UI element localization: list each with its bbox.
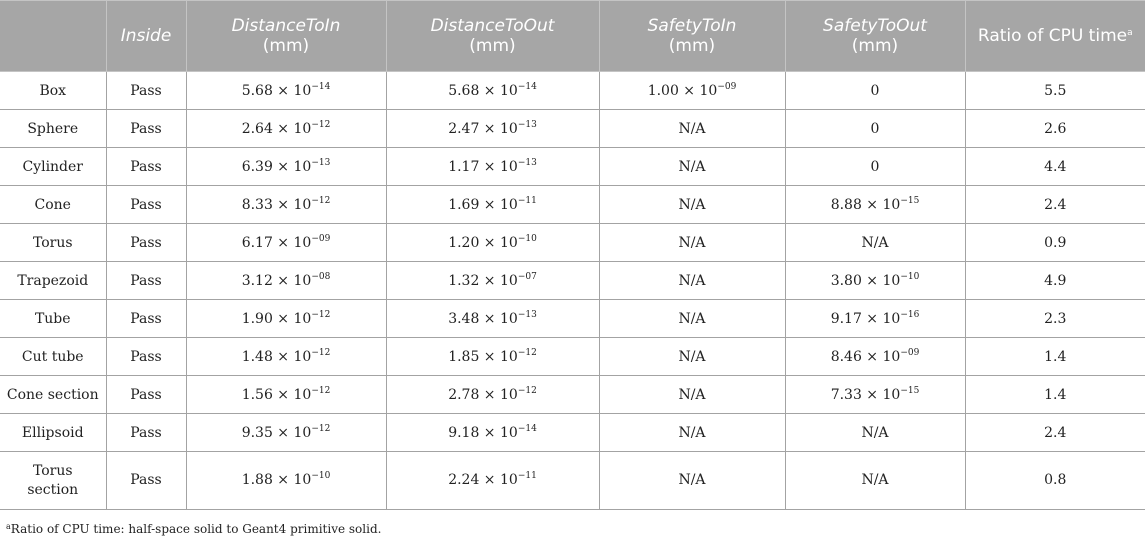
cell-distance-to-out: $1.32 \times 10^{-07}$ (386, 262, 599, 300)
cell-safety-to-in: N/A (599, 338, 785, 376)
cell-cpu-ratio: 1.4 (965, 338, 1145, 376)
cell-solid: Tube (0, 300, 106, 338)
cell-solid: Trapezoid (0, 262, 106, 300)
cell-distance-to-out: $1.69 \times 10^{-11}$ (386, 186, 599, 224)
cell-inside: Pass (106, 72, 186, 110)
cell-solid: Box (0, 72, 106, 110)
table-row (0, 300, 1145, 338)
cell-safety-to-in: N/A (599, 452, 785, 510)
table-row (0, 338, 1145, 376)
header-distance-to-in: DistanceToIn (mm) (186, 1, 386, 72)
table-row (0, 110, 1145, 148)
cell-cpu-ratio: 1.4 (965, 376, 1145, 414)
cell-distance-to-out: $1.17 \times 10^{-13}$ (386, 148, 599, 186)
cell-distance-to-out: $9.18 \times 10^{-14}$ (386, 414, 599, 452)
cell-solid: Torus section (0, 452, 106, 510)
cell-distance-to-in: $1.56 \times 10^{-12}$ (186, 376, 386, 414)
cell-inside: Pass (106, 338, 186, 376)
cell-distance-to-in: $9.35 \times 10^{-12}$ (186, 414, 386, 452)
cell-safety-to-out: 0 (785, 148, 965, 186)
cell-solid: Cone section (0, 376, 106, 414)
cell-distance-to-in: $5.68 \times 10^{-14}$ (186, 72, 386, 110)
cell-safety-to-out: N/A (785, 224, 965, 262)
cell-cpu-ratio: 0.8 (965, 452, 1145, 510)
table-row (0, 186, 1145, 224)
cell-cpu-ratio: 2.6 (965, 110, 1145, 148)
cell-distance-to-out: $2.78 \times 10^{-12}$ (386, 376, 599, 414)
table-row (0, 376, 1145, 414)
cell-distance-to-out: $1.85 \times 10^{-12}$ (386, 338, 599, 376)
cell-distance-to-in: $6.17 \times 10^{-09}$ (186, 224, 386, 262)
cell-safety-to-in: N/A (599, 148, 785, 186)
table-row (0, 224, 1145, 262)
cell-safety-to-in: N/A (599, 262, 785, 300)
cell-inside: Pass (106, 148, 186, 186)
table-row (0, 262, 1145, 300)
cell-cpu-ratio: 4.9 (965, 262, 1145, 300)
header-distance-to-out: DistanceToOut (mm) (386, 1, 599, 72)
cell-distance-to-in: $3.12 \times 10^{-08}$ (186, 262, 386, 300)
cell-inside: Pass (106, 110, 186, 148)
cell-inside: Pass (106, 414, 186, 452)
cell-safety-to-in: N/A (599, 300, 785, 338)
cell-safety-to-out: $8.88 \times 10^{-15}$ (785, 186, 965, 224)
cell-safety-to-out: $9.17 \times 10^{-16}$ (785, 300, 965, 338)
cell-distance-to-out: $2.24 \times 10^{-11}$ (386, 452, 599, 510)
cell-distance-to-in: $1.90 \times 10^{-12}$ (186, 300, 386, 338)
cell-inside: Pass (106, 300, 186, 338)
cell-distance-to-in: $1.48 \times 10^{-12}$ (186, 338, 386, 376)
header-inside: Inside (106, 1, 186, 72)
cell-safety-to-in: N/A (599, 110, 785, 148)
cell-distance-to-in: $6.39 \times 10^{-13}$ (186, 148, 386, 186)
header-solid (0, 1, 106, 72)
table-row (0, 148, 1145, 186)
cell-safety-to-in: N/A (599, 224, 785, 262)
cell-distance-to-out: $2.47 \times 10^{-13}$ (386, 110, 599, 148)
header-cpu-ratio: Ratio of CPU time$^a$ (965, 1, 1145, 72)
cell-distance-to-in: $8.33 \times 10^{-12}$ (186, 186, 386, 224)
cell-solid: Cut tube (0, 338, 106, 376)
cell-safety-to-in: N/A (599, 376, 785, 414)
table-footnote: $^a$Ratio of CPU time: half-space solid to Geant4 primitive solid. (6, 522, 382, 536)
header-safety-to-in: SafetyToIn (mm) (599, 1, 785, 72)
cell-safety-to-out: 0 (785, 110, 965, 148)
cell-safety-to-in: $1.00 \times 10^{-09}$ (599, 72, 785, 110)
cell-solid: Cylinder (0, 148, 106, 186)
cell-distance-to-out: $3.48 \times 10^{-13}$ (386, 300, 599, 338)
cell-cpu-ratio: 2.3 (965, 300, 1145, 338)
cell-safety-to-out: N/A (785, 414, 965, 452)
cell-inside: Pass (106, 224, 186, 262)
cell-inside: Pass (106, 186, 186, 224)
cell-cpu-ratio: 5.5 (965, 72, 1145, 110)
cell-cpu-ratio: 2.4 (965, 414, 1145, 452)
cell-distance-to-out: $5.68 \times 10^{-14}$ (386, 72, 599, 110)
cell-safety-to-out: $8.46 \times 10^{-09}$ (785, 338, 965, 376)
cell-cpu-ratio: 4.4 (965, 148, 1145, 186)
cell-solid: Cone (0, 186, 106, 224)
cell-inside: Pass (106, 376, 186, 414)
table-row (0, 452, 1145, 510)
cell-solid: Sphere (0, 110, 106, 148)
cell-safety-to-out: N/A (785, 452, 965, 510)
table-row (0, 414, 1145, 452)
header-safety-to-out: SafetyToOut (mm) (785, 1, 965, 72)
cell-inside: Pass (106, 452, 186, 510)
cell-safety-to-out: $3.80 \times 10^{-10}$ (785, 262, 965, 300)
cell-safety-to-in: N/A (599, 414, 785, 452)
cell-solid: Ellipsoid (0, 414, 106, 452)
cell-cpu-ratio: 0.9 (965, 224, 1145, 262)
cell-solid: Torus (0, 224, 106, 262)
cell-inside: Pass (106, 262, 186, 300)
cell-distance-to-in: $2.64 \times 10^{-12}$ (186, 110, 386, 148)
cell-safety-to-out: 0 (785, 72, 965, 110)
cell-safety-to-in: N/A (599, 186, 785, 224)
cell-cpu-ratio: 2.4 (965, 186, 1145, 224)
table-row (0, 72, 1145, 110)
cell-distance-to-in: $1.88 \times 10^{-10}$ (186, 452, 386, 510)
cell-distance-to-out: $1.20 \times 10^{-10}$ (386, 224, 599, 262)
cell-safety-to-out: $7.33 \times 10^{-15}$ (785, 376, 965, 414)
header-row (0, 1, 1145, 72)
